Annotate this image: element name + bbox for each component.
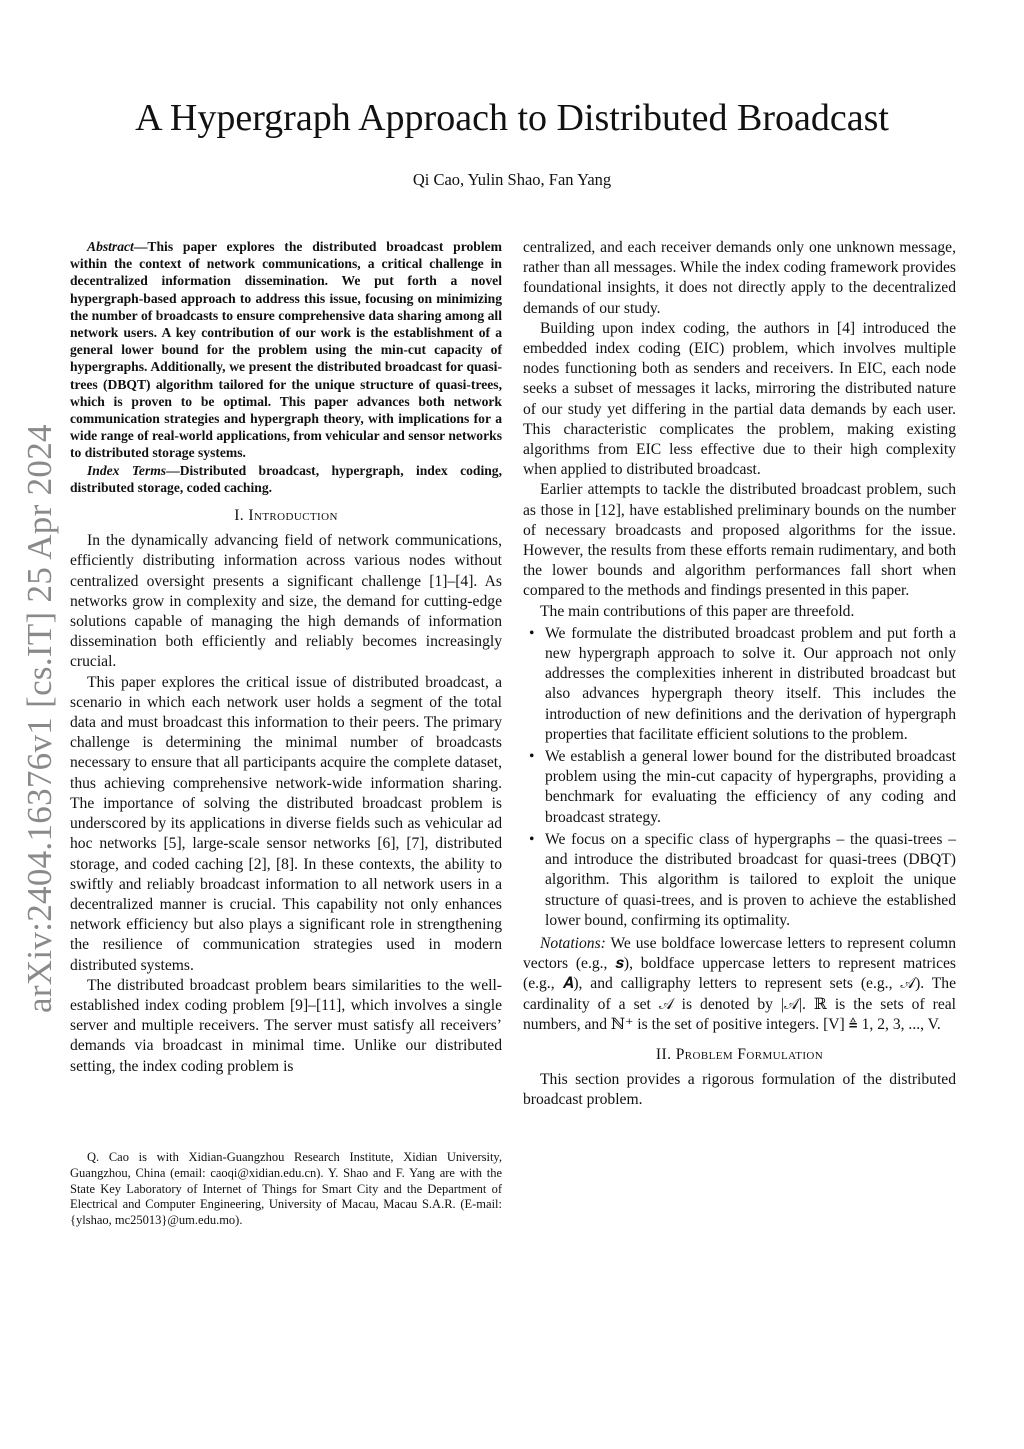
notations-label: Notations: xyxy=(540,934,606,952)
bullet-icon: • xyxy=(529,624,535,642)
list-item xyxy=(529,747,956,828)
author-list: Qi Cao, Yulin Shao, Fan Yang xyxy=(412,170,612,189)
bullet-icon: • xyxy=(529,748,535,766)
index-terms-text: —Distributed broadcast, hypergraph, index coding, distributed storage, coded caching. xyxy=(70,462,503,495)
list-item xyxy=(529,830,956,931)
author-affiliation-footnote: Q. Cao is with Xidian-Guangzhou Research Institute, Xidian University, Guangzhou, China (email: caoqi@xidian.edu.cn). Y. Shao and F. Yang are with the State Key Laboratory of Internet of Things for Smart City and the Department of Electrical and Computer Engineering, University of Macau, Macau S.A.R. (E-mail: {ylshao, mc25013}@um.edu.mo). xyxy=(70,1150,502,1228)
contribution-text: We establish a general lower bound for the distributed broadcast problem using the min-cut capacity of hypergraphs, providing a benchmark for evaluating the efficiency of any coding and broadcast strategy. xyxy=(545,748,956,826)
intro-paragraph-3: The distributed broadcast problem bears similarities to the well-established index coding problem [9]–[11], which involves a single server and multiple receivers. The server must satisfy all receivers’ demands via broadcast in minimal time. Unlike our distributed setting, the index coding problem is xyxy=(70,976,502,1075)
contributions-list xyxy=(523,624,956,931)
abstract-label: Abstract xyxy=(87,239,134,254)
index-terms xyxy=(70,462,502,496)
intro-paragraph-1: In the dynamically advancing field of network communications, efficiently distributing information across various nodes without centralized oversight presents a significant challenge [1]–[4]. As networks grow in complexity and size, the demand for cutting-edge solutions capable of managing the high demands of information dissemination both efficiently and reliably becomes increasingly crucial. xyxy=(70,532,502,671)
arxiv-identifier-text: arXiv:2404.16376v1 [cs.IT] 25 Apr 2024 xyxy=(20,424,59,1013)
abstract-text: —This paper explores the distributed broadcast problem within the context of network communications, a critical challenge in decentralized information dissemination. We put forth a novel hypergraph-based approach to address this issue, focusing on minimizing the number of broadcasts to ensure comprehensive data sharing among all network users. A key contribution of our work is the establishment of a general lower bound for the problem using the min-cut capacity of hypergraphs. Additionally, we present the distributed broadcast for quasi-trees (DBQT) algorithm tailored for the unique structure of quasi-trees, which is proven to be optimal. This paper advances both network communication strategies and hypergraph theory, with implications for a wide range of real-world applications, from vehicular and sensor networks to distributed storage systems. xyxy=(70,239,502,461)
list-item xyxy=(529,624,956,745)
right-paragraph-3: Earlier attempts to tackle the distributed broadcast problem, such as those in [12], have established preliminary bounds on the number of necessary broadcasts and proposed algorithms for the issue. However, the results from these efforts remain rudimentary, and both the lower bounds and algorithm performances fall short when compared to the methods and findings presented in this paper. xyxy=(523,481,956,600)
abstract xyxy=(70,238,502,462)
right-column xyxy=(523,238,956,1111)
paper-title: A Hypergraph Approach to Distributed Broadcast xyxy=(135,97,889,139)
notations-paragraph xyxy=(523,934,956,1035)
contribution-text: We focus on a specific class of hypergraphs – the quasi-trees – and introduce the distributed broadcast for quasi-trees (DBQT) algorithm. This algorithm is tailored to exploit the unique structure of quasi-trees, and is proven to achieve the established lower bound, confirming its optimality. xyxy=(545,830,956,929)
right-paragraph-2: Building upon index coding, the authors in [4] introduced the embedded index coding (EIC) problem, which involves multiple nodes functioning both as senders and receivers. In EIC, each node seeks a subset of messages it lacks, mirroring the distributed nature of our study yet differing in the partial data demands by each user. This characteristic complicates the problem, making existing algorithms from EIC less effective due to their high complexity when applied to distributed broadcast. xyxy=(523,319,956,479)
intro-paragraph-2: This paper explores the critical issue of distributed broadcast, a scenario in which each network user holds a segment of the total data and must broadcast this information to their peers. The primary challenge is determining the minimal number of broadcasts necessary to ensure that all participants acquire the complete dataset, thus achieving comprehensive network-wide information sharing. The importance of solving the distributed broadcast problem is underscored by its applications in diverse fields such as vehicular ad hoc networks [5], large-scale sensor networks [6], [7], distributed storage, and coded caching [2], [8]. In these contexts, the ability to swiftly and reliably broadcast information to all network users in a decentralized manner is crucial. This capability not only enhances network efficiency but also plays a significant role in strengthening the resilience of communication strategies used in modern distributed systems. xyxy=(70,673,502,974)
section-heading-problem-formulation: II. Problem Formulation xyxy=(655,1045,824,1063)
left-column xyxy=(70,238,502,1077)
section-heading-introduction: I. Introduction xyxy=(234,507,338,525)
notations-text: We use boldface lowercase letters to represent column vectors (e.g., 𝒔), boldface uppercase letters to represent matrices (e.g., 𝑨), and calligraphy letters to represent sets (e.g., 𝒜). The cardinality of a set 𝒜 is denoted by |𝒜|. ℝ is the sets of real numbers, and ℕ⁺ is the set of positive integers. [V] ≜ 1, 2, 3, ..., V. xyxy=(523,934,956,1033)
bullet-icon: • xyxy=(529,830,535,848)
contributions-intro: The main contributions of this paper are threefold. xyxy=(540,602,855,620)
right-paragraph-1: centralized, and each receiver demands only one unknown message, rather than all messages. While the index coding framework provides foundational insights, it does not directly apply to the decentralized demands of our study. xyxy=(523,239,956,317)
index-terms-label: Index Terms xyxy=(87,462,167,478)
contribution-text: We formulate the distributed broadcast problem and put forth a new hypergraph approach to solve it. Our approach not only addresses the complexities inherent in distributed broadcast but also advances hypergraph theory itself. This includes the introduction of new definitions and the derivation of hypergraph properties that facilitate efficient solutions to the problem. xyxy=(545,624,956,743)
problem-formulation-paragraph: This section provides a rigorous formulation of the distributed broadcast problem. xyxy=(523,1071,956,1109)
